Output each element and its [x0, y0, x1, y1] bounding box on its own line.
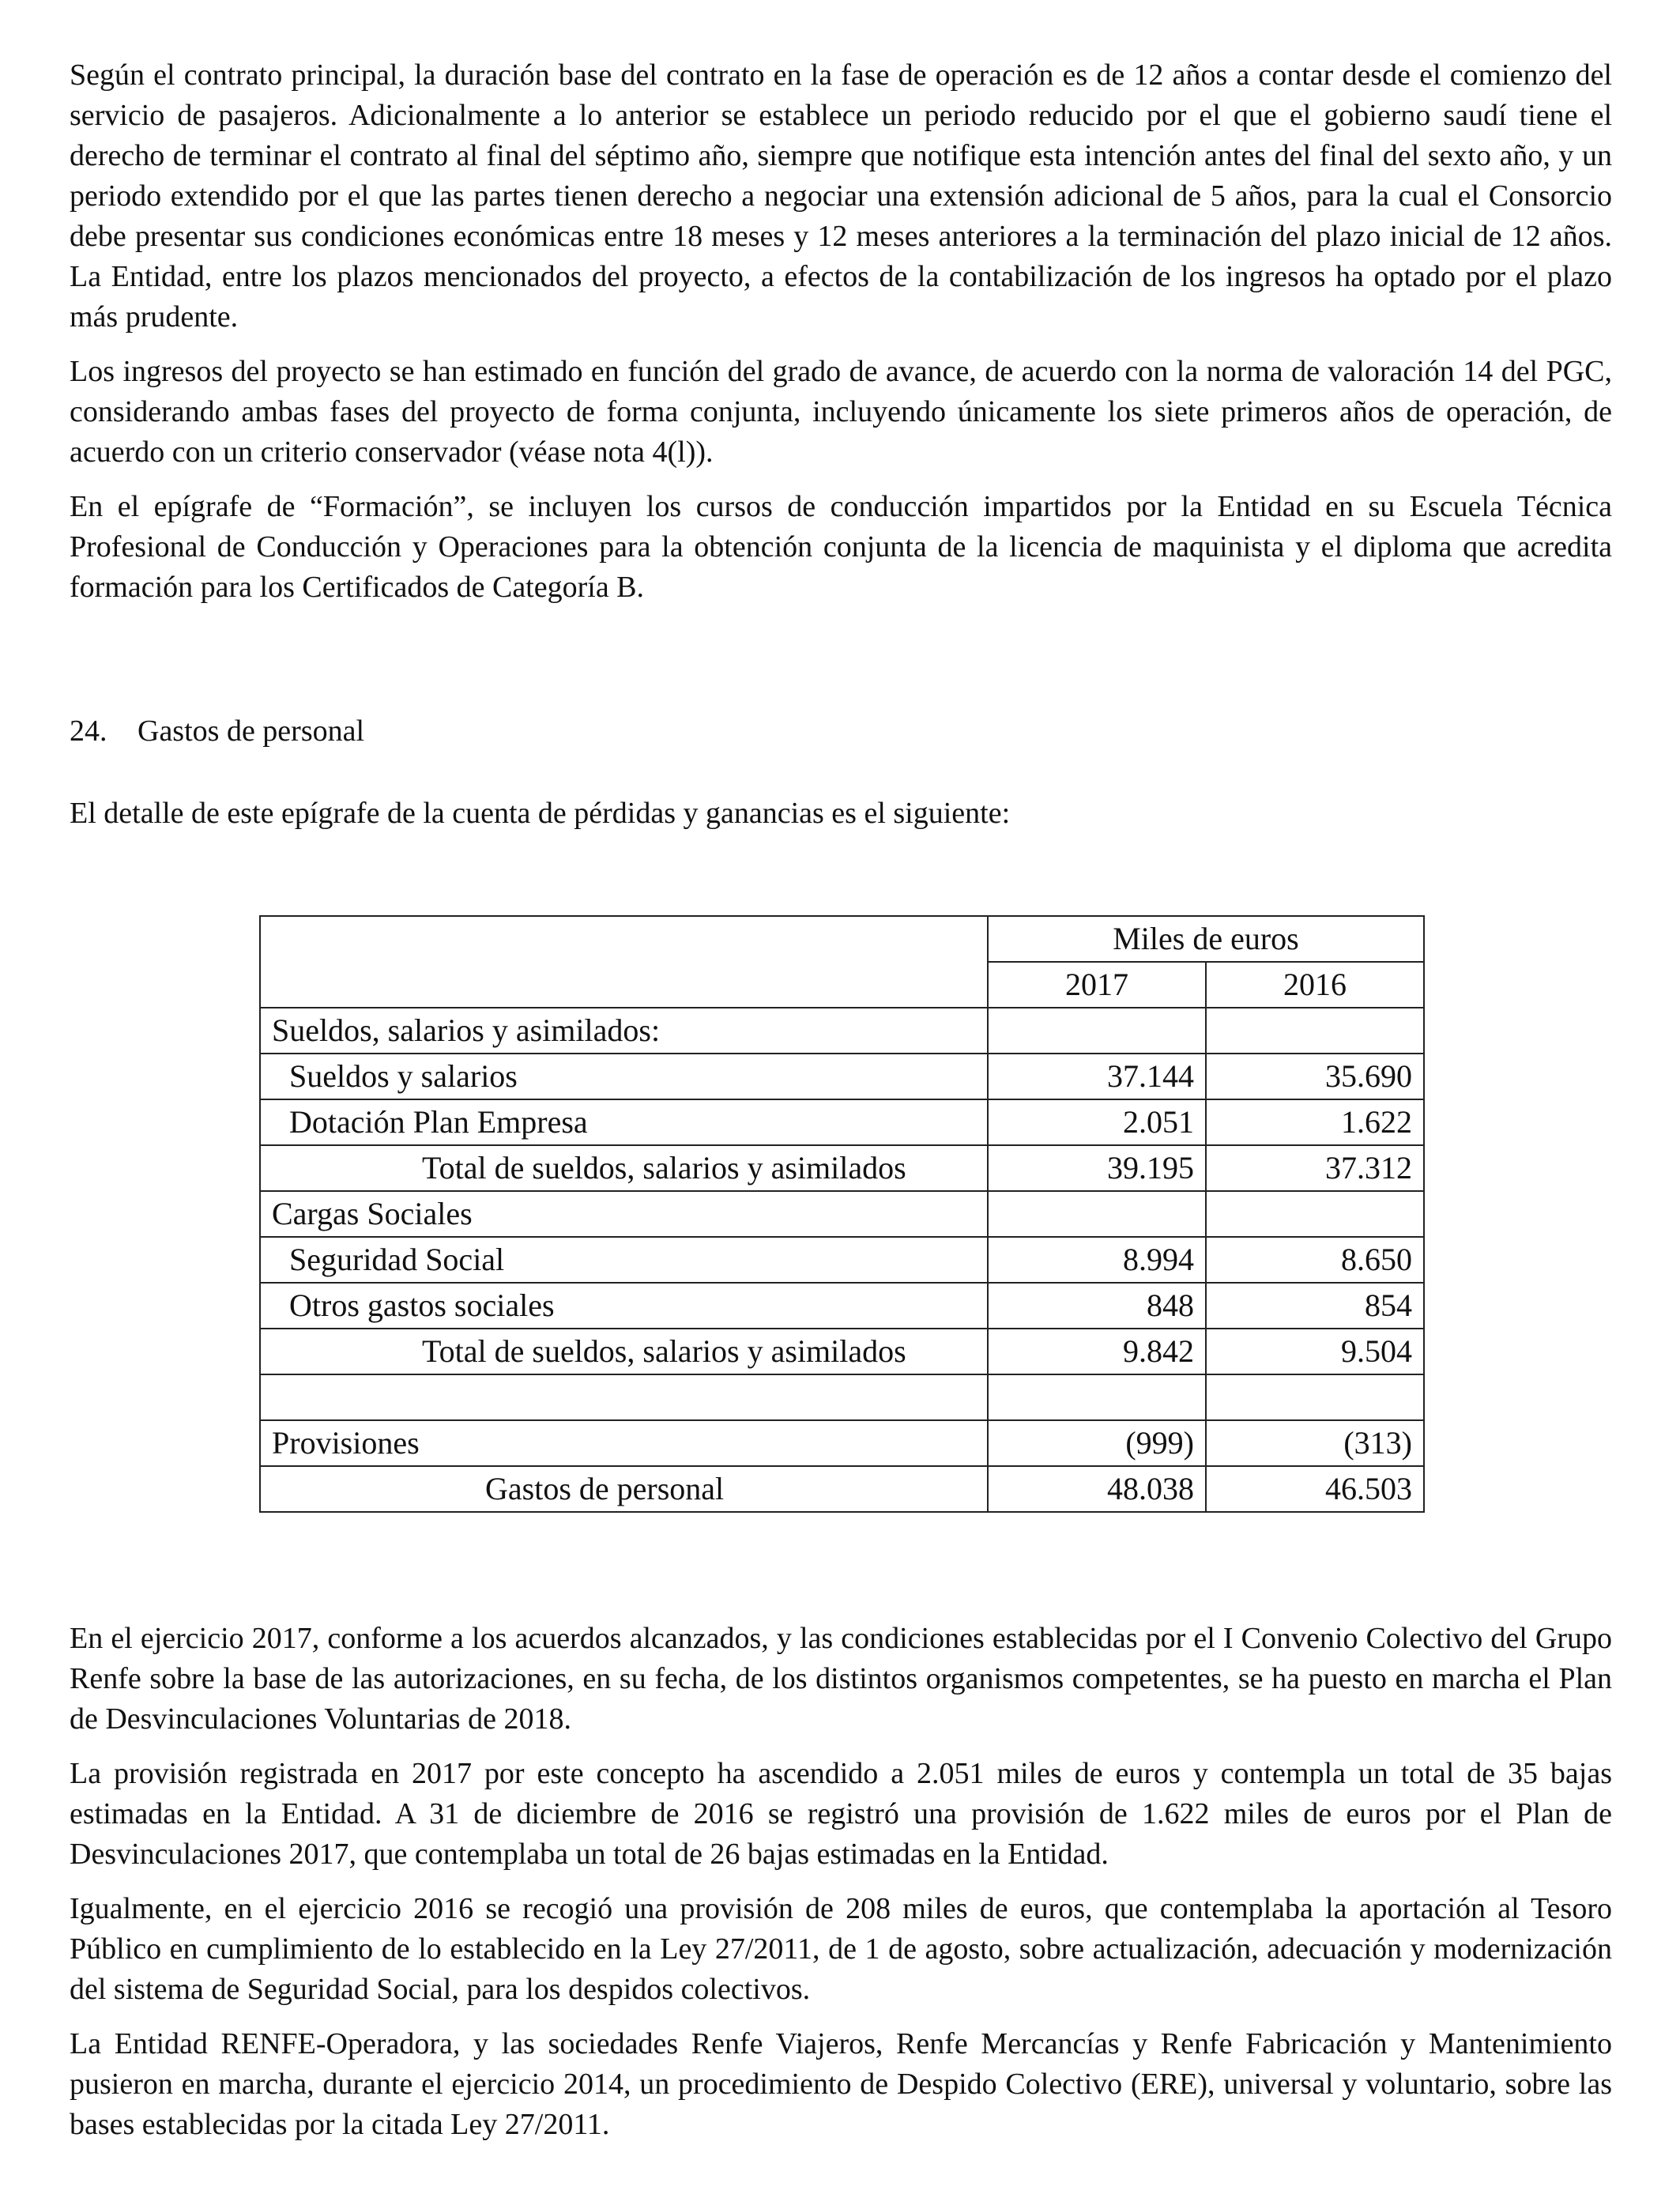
table-row — [260, 1008, 1424, 1054]
table-row — [260, 1191, 1424, 1237]
value-2017 — [988, 1374, 1206, 1420]
value-2016: 8.650 — [1206, 1237, 1424, 1283]
row-label: Dotación Plan Empresa — [260, 1099, 988, 1145]
table-row — [260, 1420, 1424, 1466]
paragraph: Según el contrato principal, la duración base del contrato en la fase de operación es de 12 años a contar desde el comienzo del servicio de pasajeros. Adicionalmente a lo anterior se establece un periodo reducido por el que el gobierno saudí tiene el derecho de terminar el contrato al final del séptimo año, siempre que notifique esta intención antes del final del sexto año, y un periodo extendido por el que las partes tienen derecho a negociar una extensión adicional de 5 años, para la cual el Consorcio debe presentar sus condiciones económicas entre 18 meses y 12 meses anteriores a la terminación del plazo inicial de 12 años. La Entidad, entre los plazos mencionados del proyecto, a efectos de la contabilización de los ingresos ha optado por el plazo más prudente. — [70, 58, 1612, 334]
value-2017: 2.051 — [988, 1099, 1206, 1145]
value-2016: 9.504 — [1206, 1329, 1424, 1374]
unit-header: Miles de euros — [988, 916, 1424, 962]
table-row — [260, 1374, 1424, 1420]
section-number: 24. — [70, 714, 107, 748]
table-year-row — [260, 962, 1424, 1008]
value-2017: 48.038 — [988, 1466, 1206, 1512]
table-row — [260, 1054, 1424, 1099]
row-label: Cargas Sociales — [260, 1191, 988, 1237]
section-heading — [70, 711, 364, 752]
row-label: Seguridad Social — [260, 1237, 988, 1283]
table-header-empty — [260, 916, 988, 962]
paragraph: Los ingresos del proyecto se han estimado en función del grado de avance, de acuerdo con la norma de valoración 14 del PGC, considerando ambas fases del proyecto de forma conjunta, incluyendo únicamente los siete primeros años de operación, de acuerdo con un criterio conservador (véase nota 4(l)). — [70, 355, 1612, 469]
paragraph: La provisión registrada en 2017 por este concepto ha ascendido a 2.051 miles de euros y contempla un total de 35 bajas estimadas en la Entidad. A 31 de diciembre de 2016 se registró una provisión de 1.622 miles de euros por el Plan de Desvinculaciones 2017, que contemplaba un total de 26 bajas estimadas en la Entidad. — [70, 1757, 1612, 1871]
section-title: Gastos de personal — [137, 714, 365, 748]
row-label: Otros gastos sociales — [260, 1283, 988, 1329]
year-header-2017: 2017 — [988, 962, 1206, 1008]
table-row — [260, 1145, 1424, 1191]
table-row — [260, 1329, 1424, 1374]
value-2017: (999) — [988, 1420, 1206, 1466]
personnel-expenses-table — [259, 915, 1425, 1513]
value-2017 — [988, 1191, 1206, 1237]
value-2016 — [1206, 1008, 1424, 1054]
top-paragraphs — [70, 55, 1612, 622]
table-row — [260, 1237, 1424, 1283]
table-total-row — [260, 1466, 1424, 1512]
value-2017: 848 — [988, 1283, 1206, 1329]
value-2017: 9.842 — [988, 1329, 1206, 1374]
row-label: Total de sueldos, salarios y asimilados — [260, 1329, 988, 1374]
table-row — [260, 1099, 1424, 1145]
table-header-empty — [260, 962, 988, 1008]
value-2016 — [1206, 1191, 1424, 1237]
row-label: Provisiones — [260, 1420, 988, 1466]
bottom-paragraphs — [70, 1619, 1612, 2159]
table-row — [260, 1283, 1424, 1329]
paragraph: Igualmente, en el ejercicio 2016 se recogió una provisión de 208 miles de euros, que contemplaba la aportación al Tesoro Público en cumplimiento de lo establecido en la Ley 27/2011, de 1 de agosto, sobre actualización, adecuación y modernización del sistema de Seguridad Social, para los despidos colectivos. — [70, 1892, 1612, 2006]
paragraph: La Entidad RENFE-Operadora, y las sociedades Renfe Viajeros, Renfe Mercancías y Renfe Fabricación y Mantenimiento pusieron en marcha, durante el ejercicio 2014, un procedimiento de Despido Colectivo (ERE), universal y voluntario, sobre las bases establecidas por la citada Ley 27/2011. — [70, 2027, 1612, 2141]
value-2016: 46.503 — [1206, 1466, 1424, 1512]
value-2016: 854 — [1206, 1283, 1424, 1329]
row-label: Total de sueldos, salarios y asimilados — [260, 1145, 988, 1191]
value-2017: 39.195 — [988, 1145, 1206, 1191]
year-header-2016: 2016 — [1206, 962, 1424, 1008]
paragraph: En el epígrafe de “Formación”, se incluyen los cursos de conducción impartidos por la Entidad en su Escuela Técnica Profesional de Conducción y Operaciones para la obtención conjunta de la licencia de maquinista y el diploma que acredita formación para los Certificados de Categoría B. — [70, 490, 1612, 604]
value-2016: 1.622 — [1206, 1099, 1424, 1145]
value-2016: (313) — [1206, 1420, 1424, 1466]
row-label: Gastos de personal — [260, 1466, 988, 1512]
value-2016: 35.690 — [1206, 1054, 1424, 1099]
value-2016: 37.312 — [1206, 1145, 1424, 1191]
value-2017: 37.144 — [988, 1054, 1206, 1099]
row-label: Sueldos, salarios y asimilados: — [260, 1008, 988, 1054]
section-intro: El detalle de este epígrafe de la cuenta de pérdidas y ganancias es el siguiente: — [70, 797, 1011, 830]
value-2016 — [1206, 1374, 1424, 1420]
table-header-row — [260, 916, 1424, 962]
row-label — [260, 1374, 988, 1420]
value-2017: 8.994 — [988, 1237, 1206, 1283]
row-label: Sueldos y salarios — [260, 1054, 988, 1099]
paragraph: En el ejercicio 2017, conforme a los acuerdos alcanzados, y las condiciones establecidas por el I Convenio Colectivo del Grupo Renfe sobre la base de las autorizaciones, en su fecha, de los distintos organismos competentes, se ha puesto en marcha el Plan de Desvinculaciones Voluntarias de 2018. — [70, 1622, 1612, 1736]
value-2017 — [988, 1008, 1206, 1054]
